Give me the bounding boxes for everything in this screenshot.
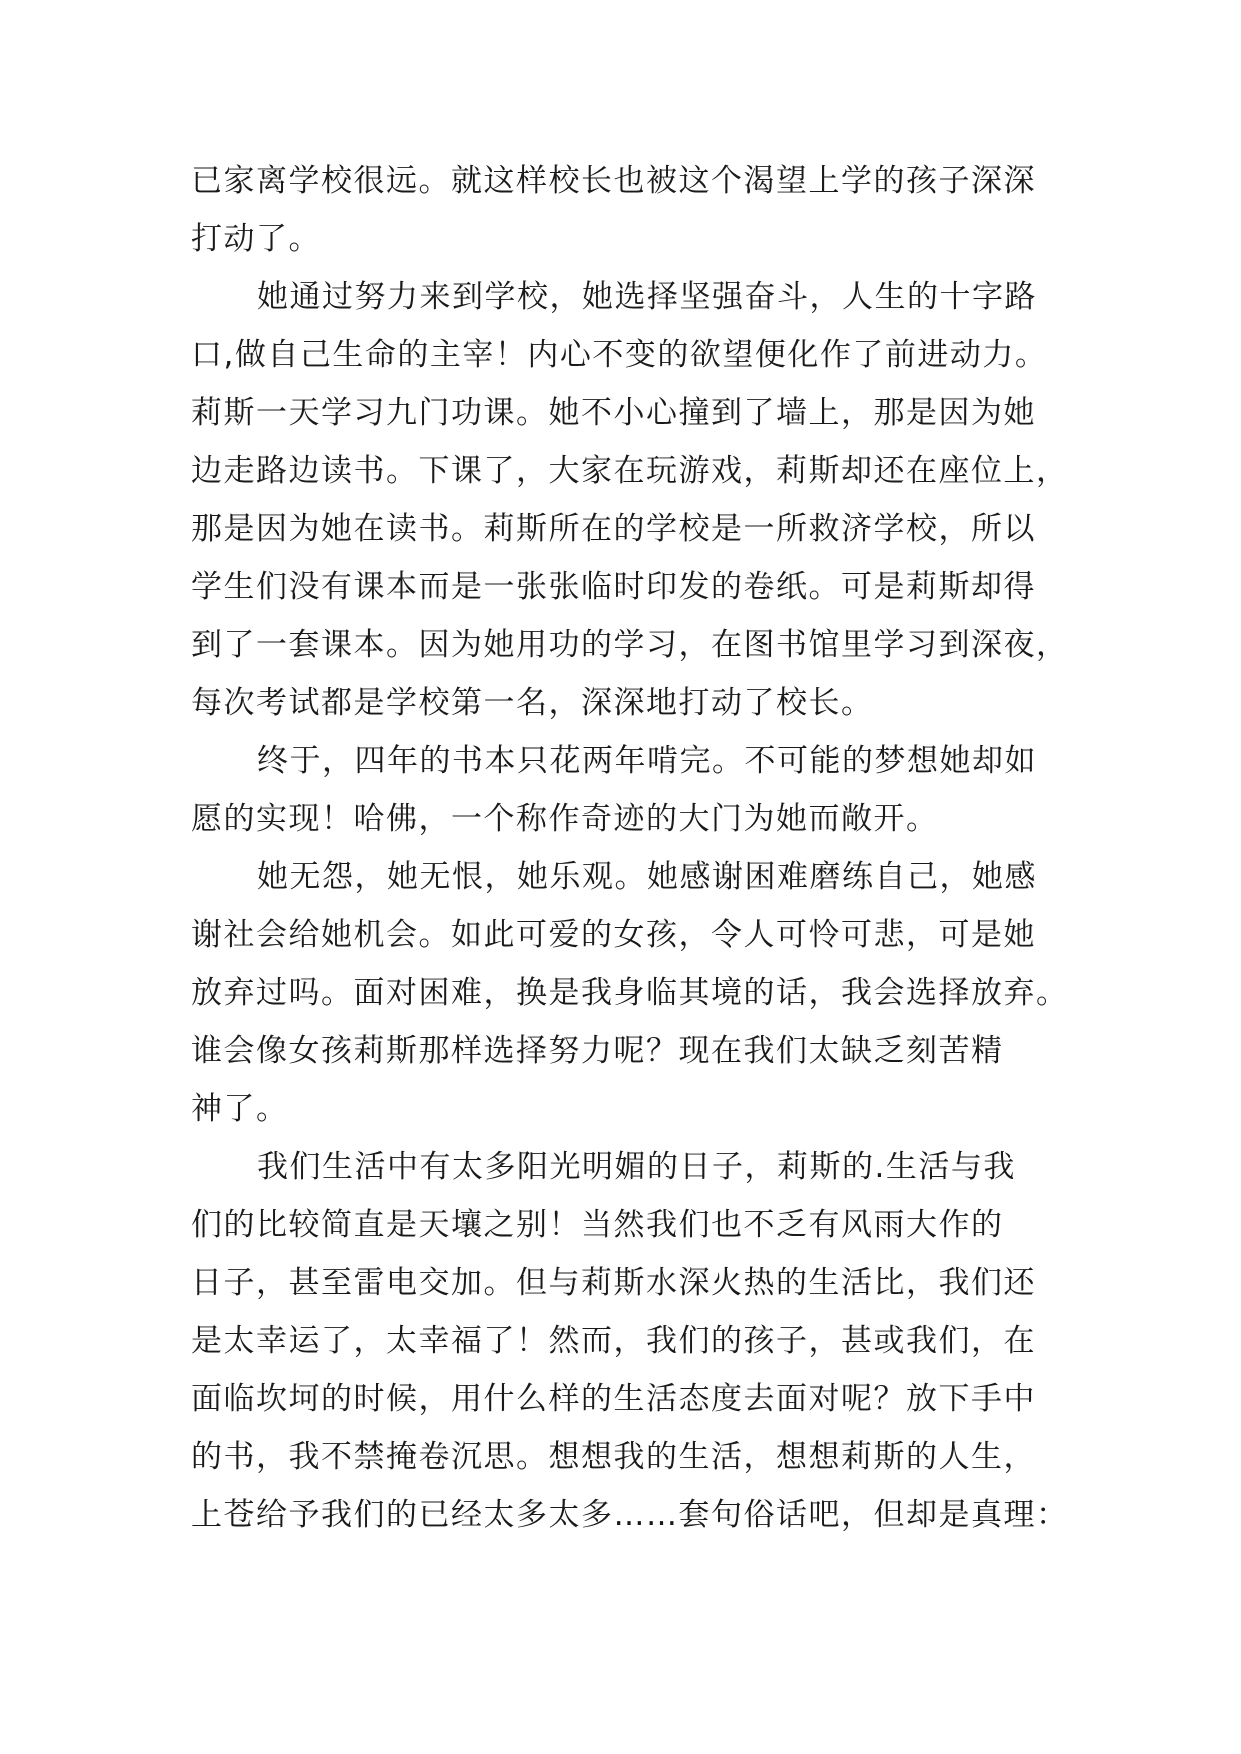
text-line: 已家离学校很远。就这样校长也被这个渴望上学的孩子深深 [191, 163, 1036, 199]
text-line: 每次考试都是学校第一名，深深地打动了校长。 [191, 685, 874, 721]
text-line: 那是因为她在读书。莉斯所在的学校是一所救济学校，所以 [191, 511, 1036, 547]
paragraph-3 [191, 732, 1051, 848]
text-line: 的书，我不禁掩卷沉思。想想我的生活，想想莉斯的人生， [191, 1439, 1036, 1475]
text-line: 日子，甚至雷电交加。但与莉斯水深火热的生活比，我们还 [191, 1265, 1036, 1301]
text-line: 莉斯一天学习九门功课。她不小心撞到了墙上，那是因为她 [191, 395, 1036, 431]
paragraph-5 [191, 1138, 1069, 1544]
text-line: 她无怨，她无恨，她乐观。她感谢困难磨练自己，她感 [257, 859, 1037, 895]
text-line: 我们生活中有太多阳光明媚的日子，莉斯的.生活与我 [257, 1149, 1016, 1185]
text-line: 神了。 [191, 1091, 289, 1127]
paragraph-2 [191, 268, 1069, 732]
text-line: 边走路边读书。下课了，大家在玩游戏，莉斯却还在座位上， [191, 453, 1069, 489]
text-line: 学生们没有课本而是一张张临时印发的卷纸。可是莉斯却得 [191, 569, 1036, 605]
text-line: 谁会像女孩莉斯那样选择努力呢？现在我们太缺乏刻苦精 [191, 1033, 1004, 1069]
text-line: 口,做自己生命的主宰！内心不变的欲望便化作了前进动力。 [191, 337, 1048, 373]
text-line: 是太幸运了，太幸福了！然而，我们的孩子，甚或我们，在 [191, 1323, 1036, 1359]
text-line: 终于，四年的书本只花两年啃完。不可能的梦想她却如 [257, 743, 1037, 779]
paragraph-4 [191, 848, 1069, 1138]
text-line: 愿的实现！哈佛，一个称作奇迹的大门为她而敞开。 [191, 801, 939, 837]
text-line: 面临坎坷的时候，用什么样的生活态度去面对呢？放下手中 [191, 1381, 1036, 1417]
document-body [191, 152, 1069, 1544]
text-line: 上苍给予我们的已经太多太多……套句俗话吧，但却是真理： [191, 1497, 1069, 1533]
text-line: 谢社会给她机会。如此可爱的女孩，令人可怜可悲，可是她 [191, 917, 1036, 953]
text-line: 打动了。 [191, 221, 321, 257]
paragraph-1 [191, 152, 1051, 268]
text-line: 她通过努力来到学校，她选择坚强奋斗，人生的十字路 [257, 279, 1037, 315]
text-line: 们的比较简直是天壤之别！当然我们也不乏有风雨大作的 [191, 1207, 1004, 1243]
text-line: 到了一套课本。因为她用功的学习，在图书馆里学习到深夜， [191, 627, 1069, 663]
text-line: 放弃过吗。面对困难，换是我身临其境的话，我会选择放弃。 [191, 975, 1069, 1011]
